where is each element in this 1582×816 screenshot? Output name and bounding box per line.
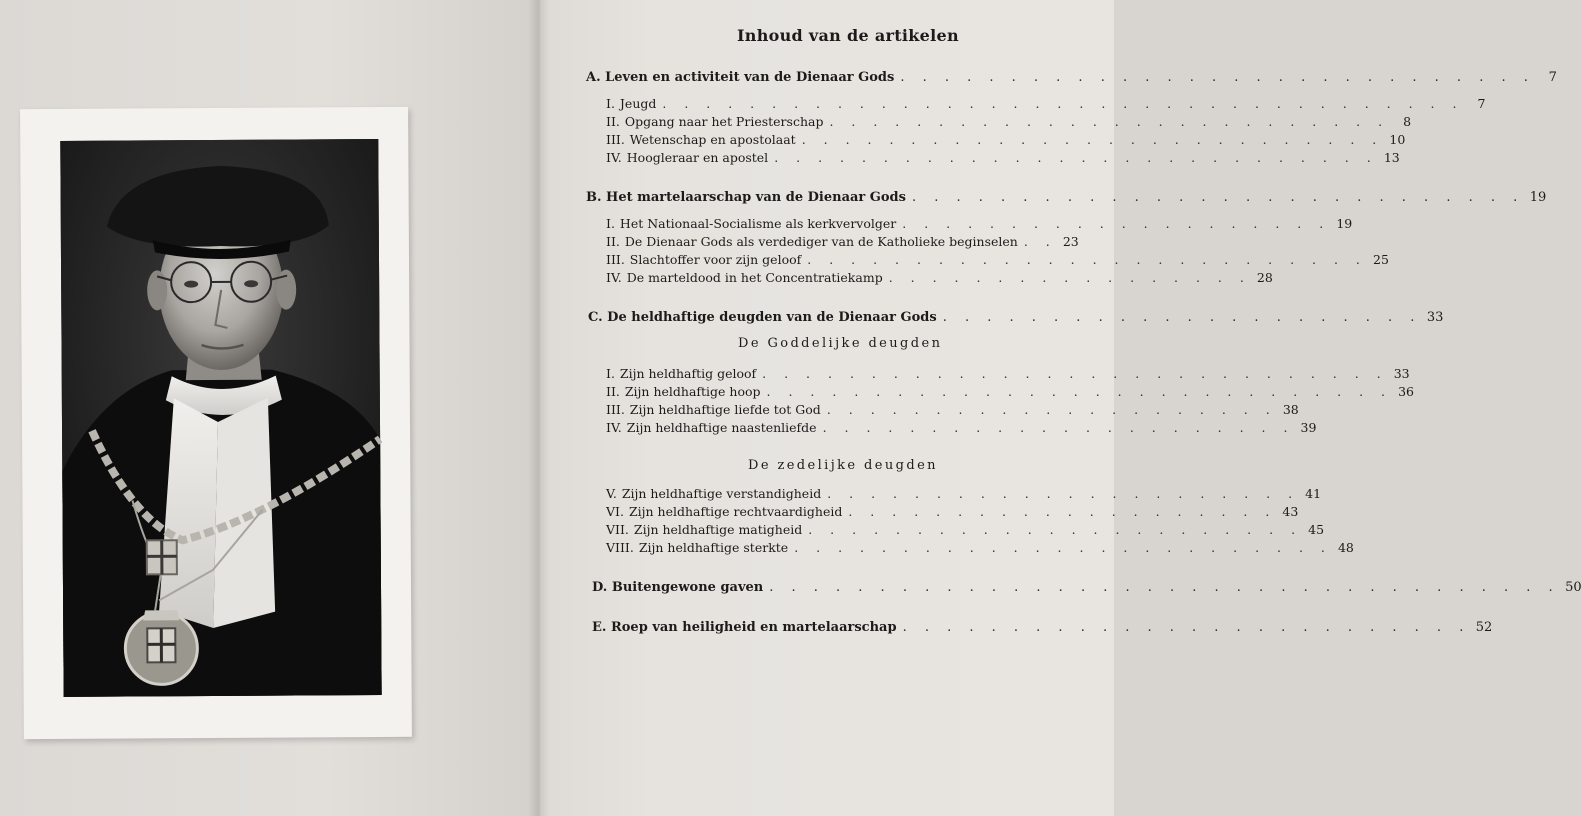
toc-page-number: 43 <box>1282 504 1299 519</box>
toc-page-number: 7 <box>1548 70 1557 85</box>
leader-dots: . . . . . . . . . . . . . . . . . . . . . . . . . . . . <box>911 190 1525 205</box>
portrait-card <box>20 107 412 739</box>
toc-item-text: Zijn heldhaftige sterkte <box>638 540 789 555</box>
leader-dots: . . . . . . . . . . . . . . . . . . . . . . . . . . . . <box>774 150 1378 165</box>
leader-dots: . . . . . . . . . . . . . . . . . . . . . . <box>822 420 1295 435</box>
toc-item <box>606 486 1322 504</box>
toc-item-number: IV. <box>606 150 622 165</box>
toc-item <box>606 132 1406 150</box>
leader-dots: . . . . . . . . . . . . . . . . . . . . . . . <box>808 522 1303 537</box>
toc-item-text: De Dienaar Gods als verdediger van de Katholieke beginselen <box>624 234 1018 249</box>
toc-item <box>606 270 1273 288</box>
leader-dots: . . . . . . . . . . . . . . . . . . . . . . . . . . . . . <box>766 384 1393 399</box>
toc-item-number: II. <box>606 234 620 249</box>
toc-page-number: 8 <box>1403 114 1412 129</box>
toc-page-number: 50 <box>1565 580 1582 595</box>
leader-dots: . . . . . . . . . . . . . . . . . . . . . . . . . . <box>807 252 1367 267</box>
toc-item <box>606 234 1079 252</box>
toc-page-number: 19 <box>1336 216 1353 231</box>
toc-section-b <box>586 190 1547 208</box>
toc-item-number: IV. <box>606 270 622 285</box>
toc-item <box>606 384 1415 402</box>
portrait-photo <box>60 139 381 697</box>
toc-page-number: 48 <box>1337 540 1354 555</box>
toc-page-number: 36 <box>1398 384 1415 399</box>
toc-item-number: III. <box>606 402 625 417</box>
toc-item <box>606 252 1389 270</box>
toc-item <box>606 420 1317 438</box>
toc-section-label: D. Buitengewone gaven <box>592 580 764 595</box>
toc-item-number: III. <box>606 132 625 147</box>
toc-item-text: Zijn heldhaftige verstandigheid <box>621 486 822 501</box>
toc-item <box>606 540 1354 558</box>
toc-subheading: De Goddelijke deugden <box>738 336 943 351</box>
toc-page-number: 19 <box>1529 190 1547 205</box>
book-gutter <box>528 0 550 816</box>
toc-item-text: Jeugd <box>619 96 657 111</box>
toc-page-number: 45 <box>1308 522 1325 537</box>
toc-section-a <box>586 70 1557 88</box>
leader-dots: . . . . . . . . . . . . . . . . . . . . . . . . . . . . . . . . . . . . <box>769 580 1560 595</box>
toc-section-d <box>592 580 1582 598</box>
toc-item-text: Het Nationaal-Socialisme als kerkvervolger <box>619 216 897 231</box>
toc-item <box>606 150 1400 168</box>
toc-item-text: Zijn heldhaftige naastenliefde <box>626 420 817 435</box>
toc-item <box>606 504 1299 522</box>
toc-page-number: 33 <box>1393 366 1410 381</box>
toc-item-text: Zijn heldhaftig geloof <box>619 366 757 381</box>
toc-item-number: II. <box>606 384 620 399</box>
toc-section-label: A. Leven en activiteit van de Dienaar Gods <box>586 70 895 85</box>
toc-item-number: I. <box>606 216 615 231</box>
toc-item <box>606 522 1325 540</box>
toc-subheading: De zedelijke deugden <box>748 458 938 473</box>
leader-dots: . . . . . . . . . . . . . . . . . . . . . <box>826 402 1277 417</box>
toc-item-text: Hoogleraar en apostel <box>626 150 769 165</box>
leader-dots: . . . . . . . . . . . . . . . . . . . . . . . . . . <box>902 620 1471 635</box>
toc-item <box>606 216 1353 234</box>
toc-item <box>606 402 1299 420</box>
toc-item-text: Slachtoffer voor zijn geloof <box>629 252 802 267</box>
leader-dots: . . . . . . . . . . . . . . . . . . . . <box>848 504 1277 519</box>
leader-dots: . . . . . . . . . . . . . . . . . . . . . . . . . . . . . . . . . . . . . <box>662 96 1464 111</box>
toc-item-number: I. <box>606 366 615 381</box>
leader-dots: . . . . . . . . . . . . . . . . . . . . . . . . . <box>794 540 1332 555</box>
leader-dots: . . <box>1023 234 1057 249</box>
toc-item-text: Zijn heldhaftige hoop <box>624 384 761 399</box>
toc-item <box>606 96 1486 114</box>
toc-item-text: Zijn heldhaftige rechtvaardigheid <box>628 504 843 519</box>
toc-item-number: V. <box>606 486 617 501</box>
toc-item <box>606 366 1410 384</box>
toc-section-c <box>588 310 1444 328</box>
leader-dots: . . . . . . . . . . . . . . . . . . . . . . . . . . . <box>801 132 1384 147</box>
toc-item-number: VII. <box>606 522 629 537</box>
toc-page-number: 38 <box>1282 402 1299 417</box>
toc-page-number: 39 <box>1300 420 1317 435</box>
toc-item-number: VIII. <box>606 540 634 555</box>
toc-section-label: E. Roep van heiligheid en martelaarschap <box>592 620 897 635</box>
toc-section-label: B. Het martelaarschap van de Dienaar Gods <box>586 190 906 205</box>
toc-page-number: 23 <box>1062 234 1079 249</box>
leader-dots: . . . . . . . . . . . . . . . . . . . . . . . . . . . . . <box>762 366 1388 381</box>
toc-item-number: IV. <box>606 420 622 435</box>
toc-page-number: 28 <box>1256 270 1273 285</box>
toc-section-label: C. De heldhaftige deugden van de Dienaar Gods <box>588 310 937 325</box>
toc-page-number: 52 <box>1475 620 1493 635</box>
leader-dots: . . . . . . . . . . . . . . . . . . . . . . <box>942 310 1422 325</box>
portrait-illustration <box>60 139 381 697</box>
toc-page-number: 33 <box>1426 310 1444 325</box>
toc-item-text: Opgang naar het Priesterschap <box>624 114 824 129</box>
toc-section-e <box>592 620 1493 638</box>
toc-item-text: Zijn heldhaftige liefde tot God <box>629 402 821 417</box>
leader-dots: . . . . . . . . . . . . . . . . . . . . <box>902 216 1331 231</box>
toc-page-number: 7 <box>1477 96 1486 111</box>
toc-item-number: I. <box>606 96 615 111</box>
toc-item-text: Zijn heldhaftige matigheid <box>633 522 803 537</box>
leader-dots: . . . . . . . . . . . . . . . . . . . . . . . . . . <box>829 114 1390 129</box>
toc-item-number: III. <box>606 252 625 267</box>
toc-title: Inhoud van de artikelen <box>737 26 959 45</box>
toc-page-number: 10 <box>1389 132 1406 147</box>
leader-dots: . . . . . . . . . . . . . . . . . . . . . . . . . . . . . <box>900 70 1535 85</box>
toc-item-number: II. <box>606 114 620 129</box>
toc-page-number: 25 <box>1373 252 1389 267</box>
toc-item-text: De marteldood in het Concentratiekamp <box>626 270 883 285</box>
bef-right <box>212 398 275 628</box>
toc-page-number: 13 <box>1383 150 1400 165</box>
toc-item-number: VI. <box>606 504 624 519</box>
leader-dots: . . . . . . . . . . . . . . . . . . . . . . <box>827 486 1300 501</box>
leader-dots: . . . . . . . . . . . . . . . . . <box>888 270 1251 285</box>
toc-item-text: Wetenschap en apostolaat <box>629 132 796 147</box>
toc-page-number: 41 <box>1305 486 1322 501</box>
toc-item <box>606 114 1412 132</box>
